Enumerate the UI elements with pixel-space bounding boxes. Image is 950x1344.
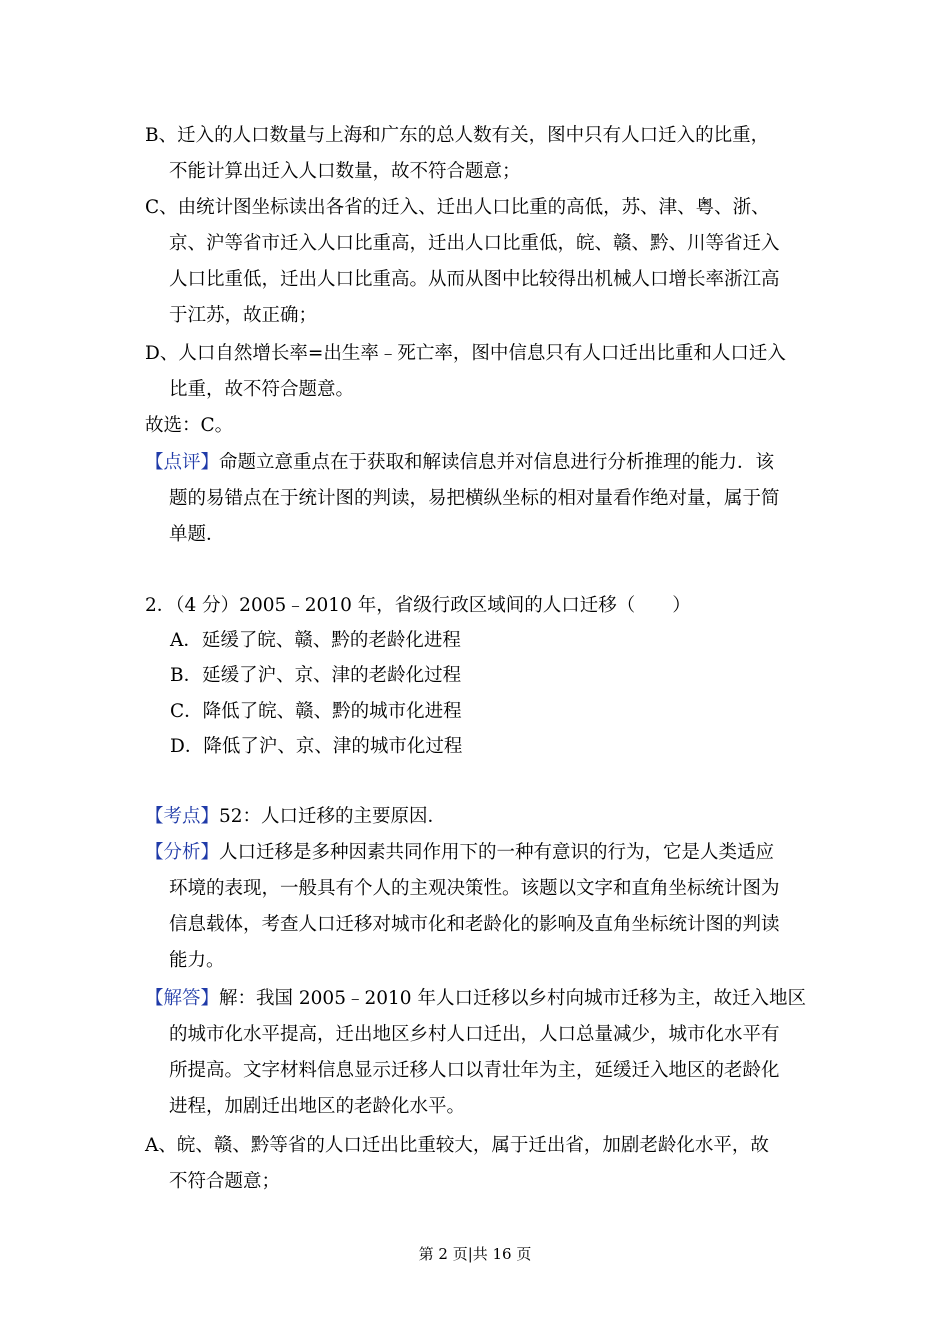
explanation-2-a-line: A、皖、赣、黔等省的人口迁出比重较大，属于迁出省，加剧老龄化水平，故 (145, 1135, 769, 1156)
comment-tag: 【点评】 (145, 452, 220, 473)
jieda-line: 进程，加剧迁出地区的老龄化水平。 (169, 1096, 466, 1117)
explanation-d-line: 比重，故不符合题意。 (169, 379, 355, 400)
jieda (145, 981, 810, 1125)
option-d: D．降低了沪、京、津的城市化过程 (170, 736, 463, 757)
kaodian (145, 799, 810, 835)
explanation-d (145, 336, 810, 408)
explanation-c-line: 京、沪等省市迁入人口比重高，迁出人口比重低，皖、赣、黔、川等省迁入 (169, 233, 780, 254)
fenxi-line: 环境的表现，一般具有个人的主观决策性。该题以文字和直角坐标统计图为 (169, 878, 780, 899)
explanation-b (145, 118, 810, 190)
fenxi-tag: 【分析】 (145, 842, 220, 863)
jieda-line: 所提高。文字材料信息显示迁移人口以青壮年为主，延缓迁入地区的老龄化 (169, 1060, 780, 1081)
kaodian-tag: 【考点】 (145, 806, 220, 827)
explanation-2-a-line: 不符合题意； (169, 1171, 281, 1192)
explanation-2-a (145, 1128, 810, 1200)
question-2-stem (145, 588, 810, 624)
explanation-c-line: 于江苏，故正确； (169, 305, 318, 326)
option-b: B．延缓了沪、京、津的老龄化过程 (170, 665, 462, 686)
question-2-text: 2．（4 分）2005﹣2010 年，省级行政区域间的人口迁移（ ） (145, 595, 691, 616)
fenxi (145, 835, 810, 979)
explanation-b-line: B、迁入的人口数量与上海和广东的总人数有关，图中只有人口迁入的比重， (145, 125, 770, 146)
explanation-c-line: 人口比重低，迁出人口比重高。从而从图中比较得出机械人口增长率浙江高 (169, 269, 780, 290)
option-c: C．降低了皖、赣、黔的城市化进程 (170, 701, 462, 722)
page-footer: 第 2 页|共 16 页 (418, 1245, 532, 1263)
answer-1 (145, 408, 810, 444)
fenxi-line: 能力。 (169, 950, 225, 971)
answer-1-text: 故选：C。 (145, 415, 234, 436)
explanation-b-line: 不能计算出迁入人口数量，故不符合题意； (169, 161, 521, 182)
comment-1 (145, 445, 810, 553)
comment-line: 题的易错点在于统计图的判读，易把横纵坐标的相对量看作绝对量，属于简 (169, 488, 780, 509)
comment-line: 命题立意重点在于获取和解读信息并对信息进行分析推理的能力．该 (219, 452, 775, 473)
explanation-d-line: D、人口自然增长率=出生率﹣死亡率，图中信息只有人口迁出比重和人口迁入 (145, 343, 786, 364)
option-a: A．延缓了皖、赣、黔的老龄化进程 (170, 630, 461, 651)
comment-line: 单题． (169, 524, 225, 545)
kaodian-text: 52：人口迁移的主要原因． (219, 806, 447, 827)
jieda-line: 解：我国 2005﹣2010 年人口迁移以乡村向城市迁移为主，故迁入地区 (219, 988, 806, 1009)
jieda-line: 的城市化水平提高，迁出地区乡村人口迁出，人口总量减少，城市化水平有 (169, 1024, 780, 1045)
fenxi-line: 人口迁移是多种因素共同作用下的一种有意识的行为，它是人类适应 (219, 842, 775, 863)
fenxi-line: 信息载体，考查人口迁移对城市化和老龄化的影响及直角坐标统计图的判读 (169, 914, 780, 935)
jieda-tag: 【解答】 (145, 988, 220, 1009)
explanation-c (145, 190, 810, 334)
explanation-c-line: C、由统计图坐标读出各省的迁入、迁出人口比重的高低，苏、津、粤、浙、 (145, 197, 770, 218)
